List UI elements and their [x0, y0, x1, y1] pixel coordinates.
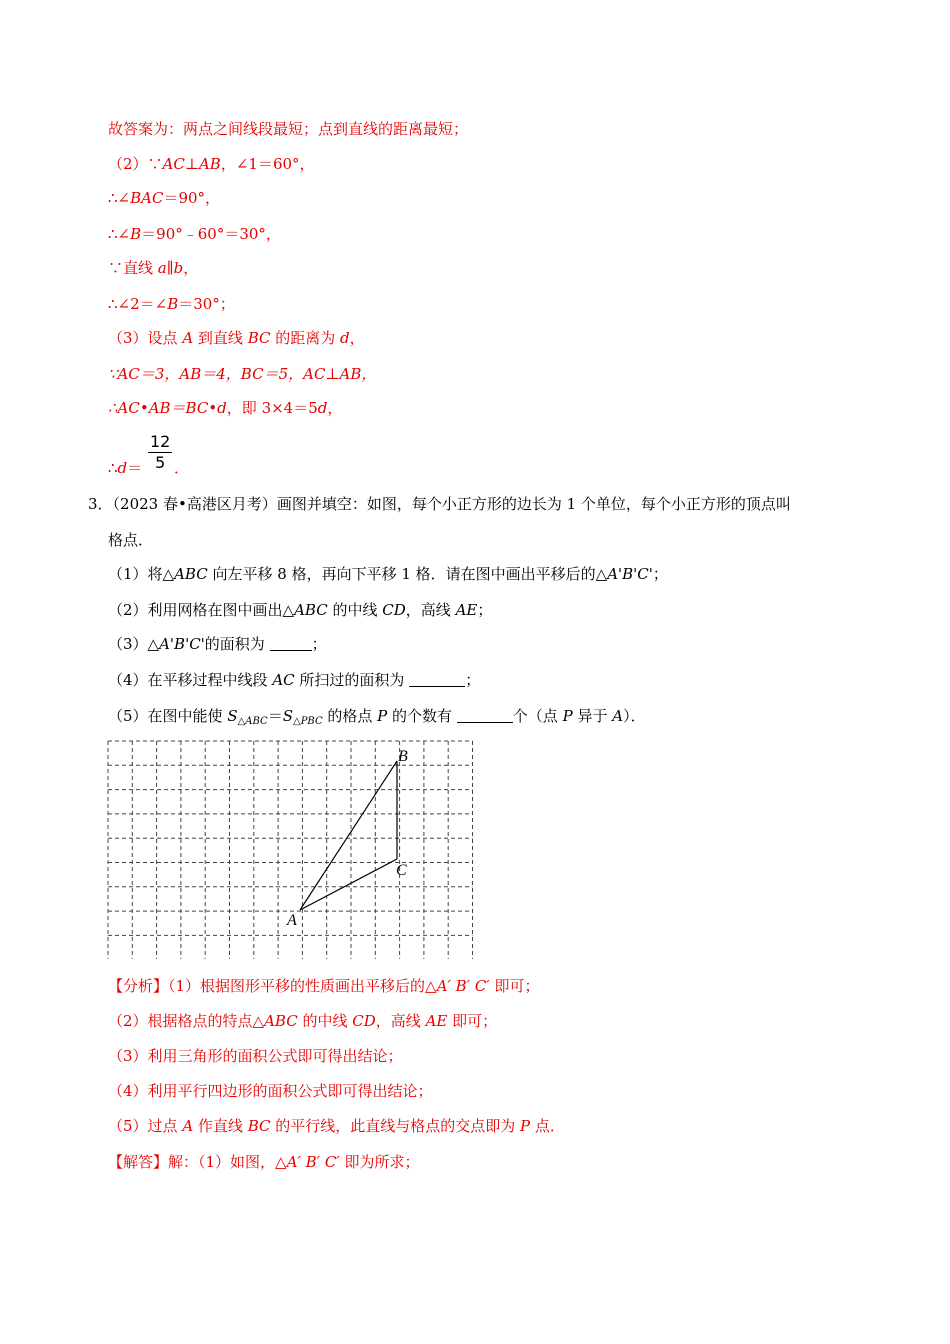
triangle-abc [300, 761, 397, 910]
answer-blank-3[interactable] [270, 636, 312, 651]
solution-line1: 【解答】解：（1）如图，△A′ B′ C′ 即为所求； [108, 1153, 420, 1171]
question3-item5: （5）在图中能使 $S_{\triangle ABC}=S_{\triangle PBC}$ 的格点 P 的个数有 个（点 P 异于 A）． [108, 707, 646, 727]
part2-line3: ∴∠B＝90°﹣60°＝30°， [108, 225, 281, 243]
question-number: 3． [88, 495, 113, 513]
analysis-line2: （2）根据格点的特点△ABC 的中线 CD，高线 AE 即可； [108, 1012, 498, 1030]
vertex-label-a: A [287, 912, 297, 929]
answer-line: 故答案为：两点之间线段最短；点到直线的距离最短； [108, 120, 469, 138]
analysis-line3: （3）利用三角形的面积公式即可得出结论； [108, 1047, 403, 1065]
answer-blank-5[interactable] [457, 708, 513, 723]
analysis-line4: （4）利用平行四边形的面积公式即可得出结论； [108, 1082, 433, 1100]
segment-ab [300, 761, 397, 910]
question3-item4: （4）在平移过程中线段 AC 所扫过的面积为 ； [108, 671, 481, 689]
grid-figure [104, 737, 474, 959]
segment-ca [300, 859, 397, 910]
part2-line5: ∴∠2＝∠B＝30°； [108, 295, 235, 313]
question3-line2: 格点． [108, 531, 154, 549]
vertex-label-b: B [398, 748, 408, 765]
analysis-line5: （5）过点 A 作直线 BC 的平行线，此直线与格点的交点即为 P 点． [108, 1117, 565, 1135]
question3-item3: （3）△A'B'C'的面积为 ； [108, 635, 327, 653]
part3-line1: （3）设点 A 到直线 BC 的距离为 d， [108, 329, 365, 347]
part2-line2: ∴∠BAC＝90°， [108, 189, 221, 207]
analysis-tag: 【分析】 [108, 977, 169, 995]
part2-line1: （2）∵AC⊥AB，∠1＝60°， [108, 155, 315, 173]
fraction-denominator: 5 [155, 453, 166, 472]
vertex-label-c: C [396, 862, 407, 879]
question3-item1: （1）将△ABC 向左平移 8 格，再向下平移 1 格．请在图中画出平移后的△A'B'C'； [108, 565, 668, 583]
part3-line4-end: ． [174, 459, 190, 477]
question3-item2: （2）利用网格在图中画出△ABC 的中线 CD，高线 AE； [108, 601, 493, 619]
fraction-12-over-5 [148, 432, 172, 473]
solution-tag: 【解答】 [108, 1153, 169, 1171]
part3-line3: ∴AC•AB＝BC•d，即 3×4＝5d， [108, 399, 343, 417]
fraction-numerator: 12 [150, 432, 171, 451]
part2-line4: ∵直线 a∥b， [108, 259, 199, 277]
part3-line2: ∵AC＝3，AB＝4，BC＝5，AC⊥AB， [108, 365, 377, 383]
question3-line1: 3．（2023 春•高港区月考）画图并填空：如图，每个小正方形的边长为 1 个单位，每个小正方形的顶点叫 [88, 495, 791, 513]
analysis-line1: 【分析】（1）根据图形平移的性质画出平移后的△A′ B′ C′ 即可； [108, 977, 540, 995]
part3-line4: ∴d＝ [108, 459, 143, 477]
answer-blank-4[interactable] [409, 672, 465, 687]
